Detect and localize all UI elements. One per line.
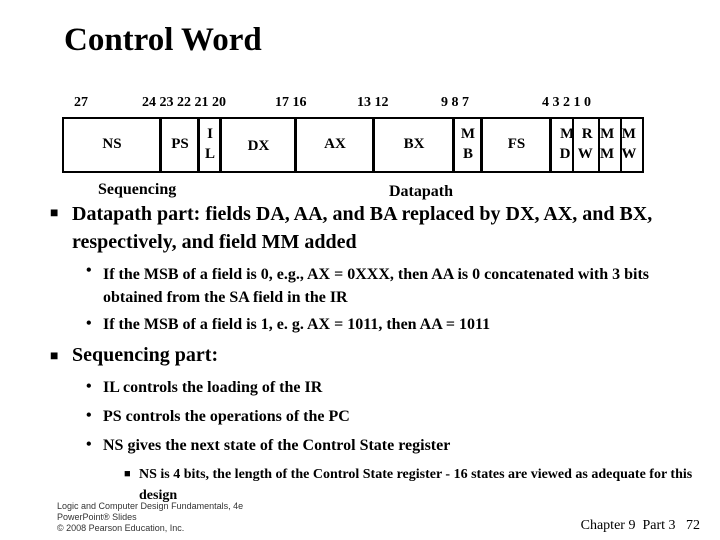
dot-bullet-icon: • — [86, 436, 92, 453]
credit-slides: PowerPoint® Slides — [57, 512, 137, 522]
small-square-bullet-icon: ■ — [124, 468, 131, 480]
label-sequencing: Sequencing — [98, 181, 177, 198]
dot-bullet-icon: • — [86, 378, 92, 395]
bit-number-4-0: 4 3 2 1 0 — [542, 95, 591, 110]
register-top-edge — [62, 117, 644, 119]
publisher-credit — [57, 501, 243, 534]
sub-bullet-msb-zero: If the MSB of a field is 0, e.g., AX = 0XXX, then AA is 0 concatenated with 3 bits obtained from the SA field in the IR — [103, 266, 650, 306]
square-bullet-icon: ■ — [50, 206, 59, 221]
field-ns: NS — [102, 136, 122, 152]
bullet-datapath-part: Datapath part: fields DA, AA, and BA replaced by DX, AX, and BX, respectively, and field MM added — [72, 203, 653, 253]
bit-number-24-20: 24 23 22 21 20 — [142, 95, 226, 110]
field-ps: PS — [171, 136, 189, 152]
field-mb-bottom: B — [462, 146, 473, 162]
sub-bullet-il: IL controls the loading of the IR — [103, 379, 323, 396]
field-fs: FS — [507, 136, 526, 152]
sub-bullet-msb-one: If the MSB of a field is 1, e. g. AX = 1011, then AA = 1011 — [103, 316, 491, 333]
slide-title: Control Word — [64, 22, 262, 58]
register-bottom-edge — [62, 171, 644, 173]
label-datapath: Datapath — [389, 183, 454, 200]
dot-bullet-icon: • — [86, 315, 92, 332]
field-flags-top: M R M M — [560, 126, 636, 142]
credit-copyright: © 2008 Pearson Education, Inc. — [57, 523, 185, 533]
bit-number-9-7: 9 8 7 — [441, 95, 469, 110]
field-il-top: I — [207, 126, 213, 142]
square-bullet-icon: ■ — [50, 349, 59, 364]
bit-number-27: 27 — [74, 95, 88, 110]
field-ax: AX — [324, 136, 346, 152]
bit-number-13-12: 13 12 — [357, 95, 389, 110]
field-il-bottom: L — [204, 146, 215, 162]
bullet-sequencing-part: Sequencing part: — [72, 344, 219, 366]
field-dx: DX — [247, 138, 270, 154]
sub-sub-bullet-ns-bits: NS is 4 bits, the length of the Control State register - 16 states are viewed as adequate for this design — [139, 467, 693, 503]
field-mb-top: M — [460, 126, 476, 142]
sub-bullet-ps: PS controls the operations of the PC — [103, 408, 350, 425]
dot-bullet-icon: • — [86, 407, 92, 424]
sub-bullet-ns: NS gives the next state of the Control State register — [103, 437, 451, 454]
page-reference: Chapter 9 Part 3 72 — [580, 518, 700, 533]
field-bx: BX — [403, 136, 425, 152]
bit-number-17-16: 17 16 — [275, 95, 307, 110]
dot-bullet-icon: • — [86, 262, 92, 279]
credit-book-title: Logic and Computer Design Fundamentals, 4e — [57, 501, 244, 511]
field-flags-bottom: D W M W — [559, 146, 637, 162]
